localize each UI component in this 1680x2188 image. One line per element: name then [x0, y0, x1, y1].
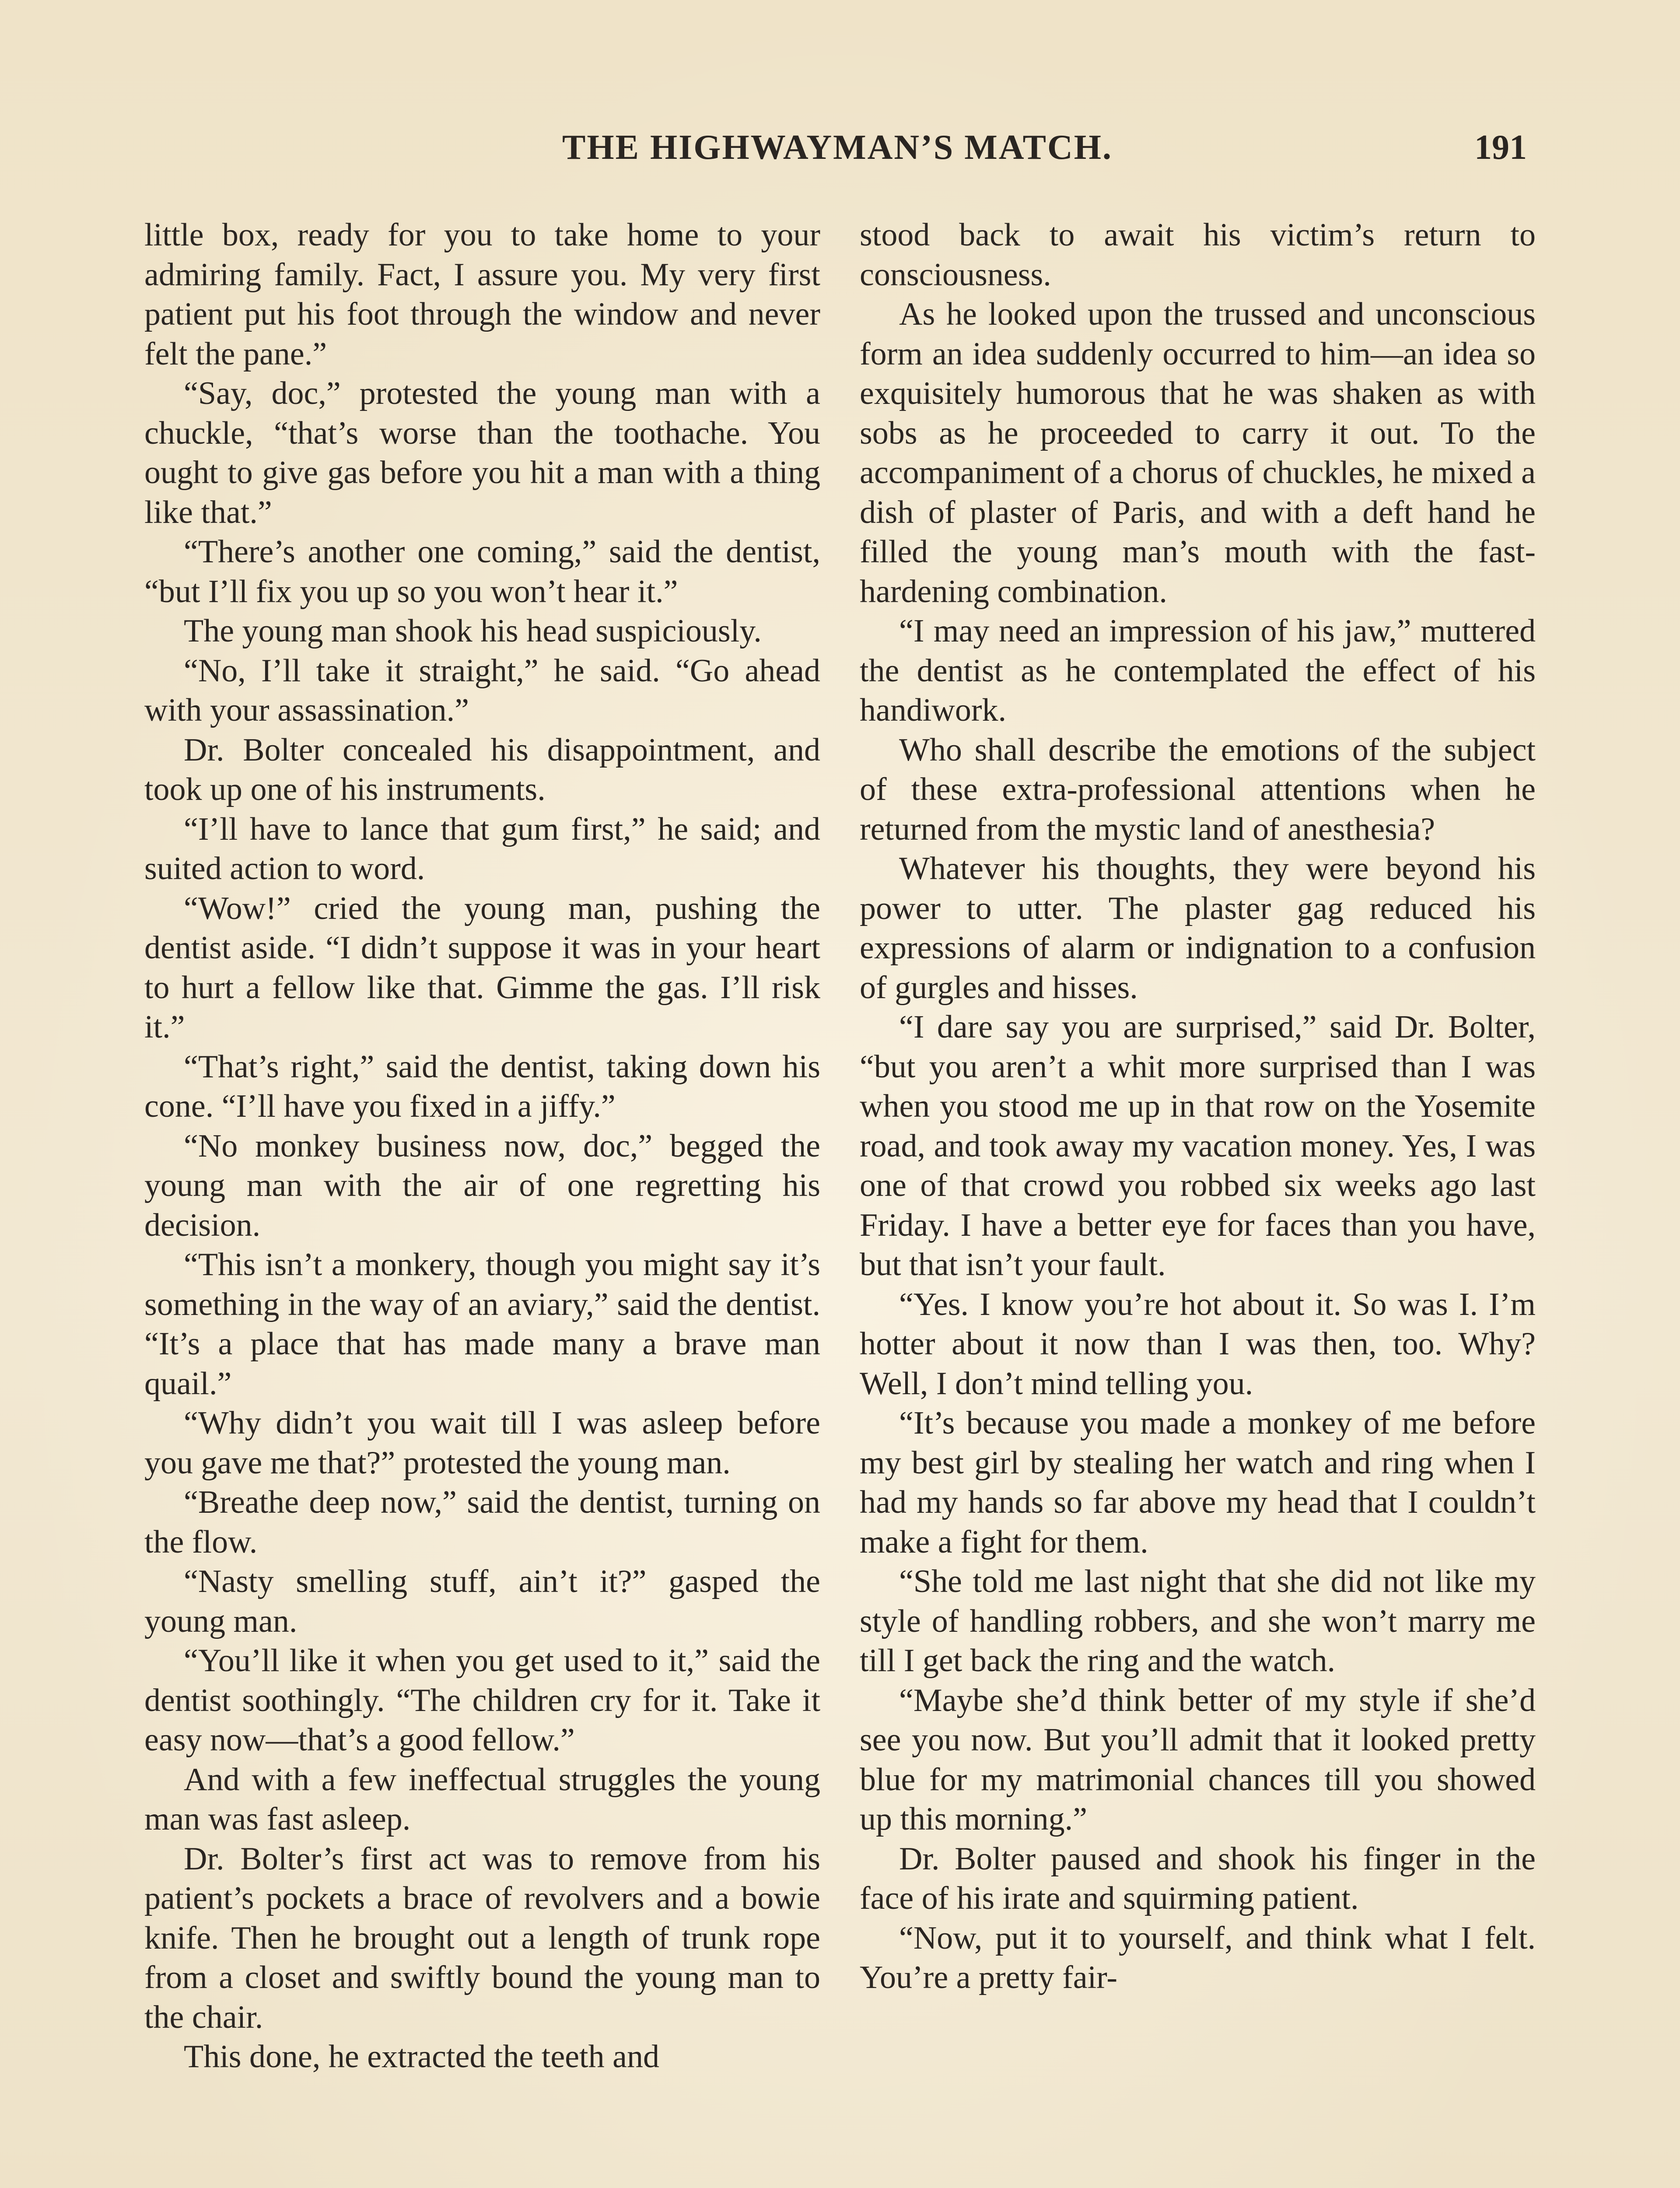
paragraph: “This isn’t a monkery, though you might say it’s something in the way of an aviary,” said the dentist. “It’s a place that has made many a brave man quail.” [144, 1247, 820, 1402]
paragraph: The young man shook his head suspiciously. [184, 613, 762, 649]
paragraph: “Why didn’t you wait till I was asleep before you gave me that?” protested the young man. [144, 1405, 820, 1481]
page-header [0, 128, 1680, 180]
paragraph: “I dare say you are surprised,” said Dr. Bolter, “but you aren’t a whit more surprised than I was when you stood me up in that row on the Yosemite road, and took away my vacation money. Yes, I was one of that crowd you robbed six weeks ago last Friday. I have a better eye for faces than you have, but that isn’t your fault. [860, 1009, 1536, 1283]
right-column [860, 215, 1536, 1998]
paragraph: This done, he extracted the teeth and [184, 2039, 659, 2075]
paragraph: Who shall describe the emotions of the subject of these extra-professional attentions when he returned from the mystic land of anesthesia? [860, 732, 1536, 847]
paragraph: “Yes. I know you’re hot about it. So was I. I’m hotter about it now than I was then, too. Why? Well, I don’t mind telling you. [860, 1286, 1536, 1402]
paragraph: “It’s because you made a monkey of me before my best girl by stealing her watch and ring when I had my hands so far above my head that I couldn’t make a fight for them. [860, 1405, 1536, 1560]
paragraph: “She told me last night that she did not like my style of handling robbers, and she won’t marry me till I get back the ring and the watch. [860, 1564, 1536, 1679]
paragraph: “No monkey business now, doc,” begged the young man with the air of one regretting his decision. [144, 1128, 820, 1243]
paragraph: Dr. Bolter concealed his disappointment, and took up one of his instruments. [144, 732, 820, 807]
paragraph: Dr. Bolter paused and shook his finger in the face of his irate and squirming patient. [860, 1841, 1536, 1916]
paragraph: “I’ll have to lance that gum first,” he said; and suited action to word. [144, 811, 820, 887]
paragraph: “Wow!” cried the young man, pushing the dentist aside. “I didn’t suppose it was in your heart to hurt a fellow like that. Gimme the gas. I’ll risk it.” [144, 890, 820, 1045]
paragraph: “There’s another one coming,” said the dentist, “but I’ll fix you up so you won’t hear it.” [144, 534, 820, 610]
paragraph: stood back to await his victim’s return to consciousness. [860, 217, 1536, 293]
page-number: 191 [1474, 128, 1527, 167]
paragraph: little box, ready for you to take home to your admiring family. Fact, I assure you. My very first patient put his foot through the window and never felt the pane.” [144, 217, 820, 372]
paragraph: Dr. Bolter’s first act was to remove from his patient’s pockets a brace of revolvers and a bowie knife. Then he brought out a length of trunk rope from a closet and swiftly bound the young man to the chair. [144, 1841, 820, 2035]
paragraph: “Nasty smelling stuff, ain’t it?” gasped the young man. [144, 1564, 820, 1639]
paragraph: “You’ll like it when you get used to it,” said the dentist soothingly. “The children cry for it. Take it easy now—that’s a good fellow.” [144, 1643, 820, 1758]
paragraph: “No, I’ll take it straight,” he said. “Go ahead with your assassination.” [144, 652, 820, 728]
left-column [144, 215, 820, 2077]
paragraph: As he looked upon the trussed and unconscious form an idea suddenly occurred to him—an idea so exquisitely humorous that he was shaken as with sobs as he proceeded to carry it out. To the accompaniment of a chorus of chuckles, he mixed a dish of plaster of Paris, and with a deft hand he filled the young man’s mouth with the fast-hardening combination. [860, 296, 1536, 610]
running-title: THE HIGHWAYMAN’S MATCH. [562, 128, 1113, 167]
paragraph: “I may need an impression of his jaw,” muttered the dentist as he contemplated the effect of his handiwork. [860, 613, 1536, 728]
paragraph: “Now, put it to yourself, and think what I felt. You’re a pretty fair- [860, 1920, 1536, 1995]
paragraph: “Say, doc,” protested the young man with a chuckle, “that’s worse than the toothache. You ought to give gas before you hit a man with a thing like that.” [144, 375, 820, 530]
paragraph: “Maybe she’d think better of my style if she’d see you now. But you’ll admit that it looked pretty blue for my matrimonial chances till you showed up this morning.” [860, 1682, 1536, 1837]
paragraph: “Breathe deep now,” said the dentist, turning on the flow. [144, 1484, 820, 1560]
paragraph: Whatever his thoughts, they were beyond his power to utter. The plaster gag reduced his expressions of alarm or indignation to a confusion of gurgles and hisses. [860, 851, 1536, 1006]
paragraph: And with a few ineffectual struggles the young man was fast asleep. [144, 1761, 820, 1837]
paragraph: “That’s right,” said the dentist, taking down his cone. “I’ll have you fixed in a jiffy.” [144, 1048, 820, 1124]
